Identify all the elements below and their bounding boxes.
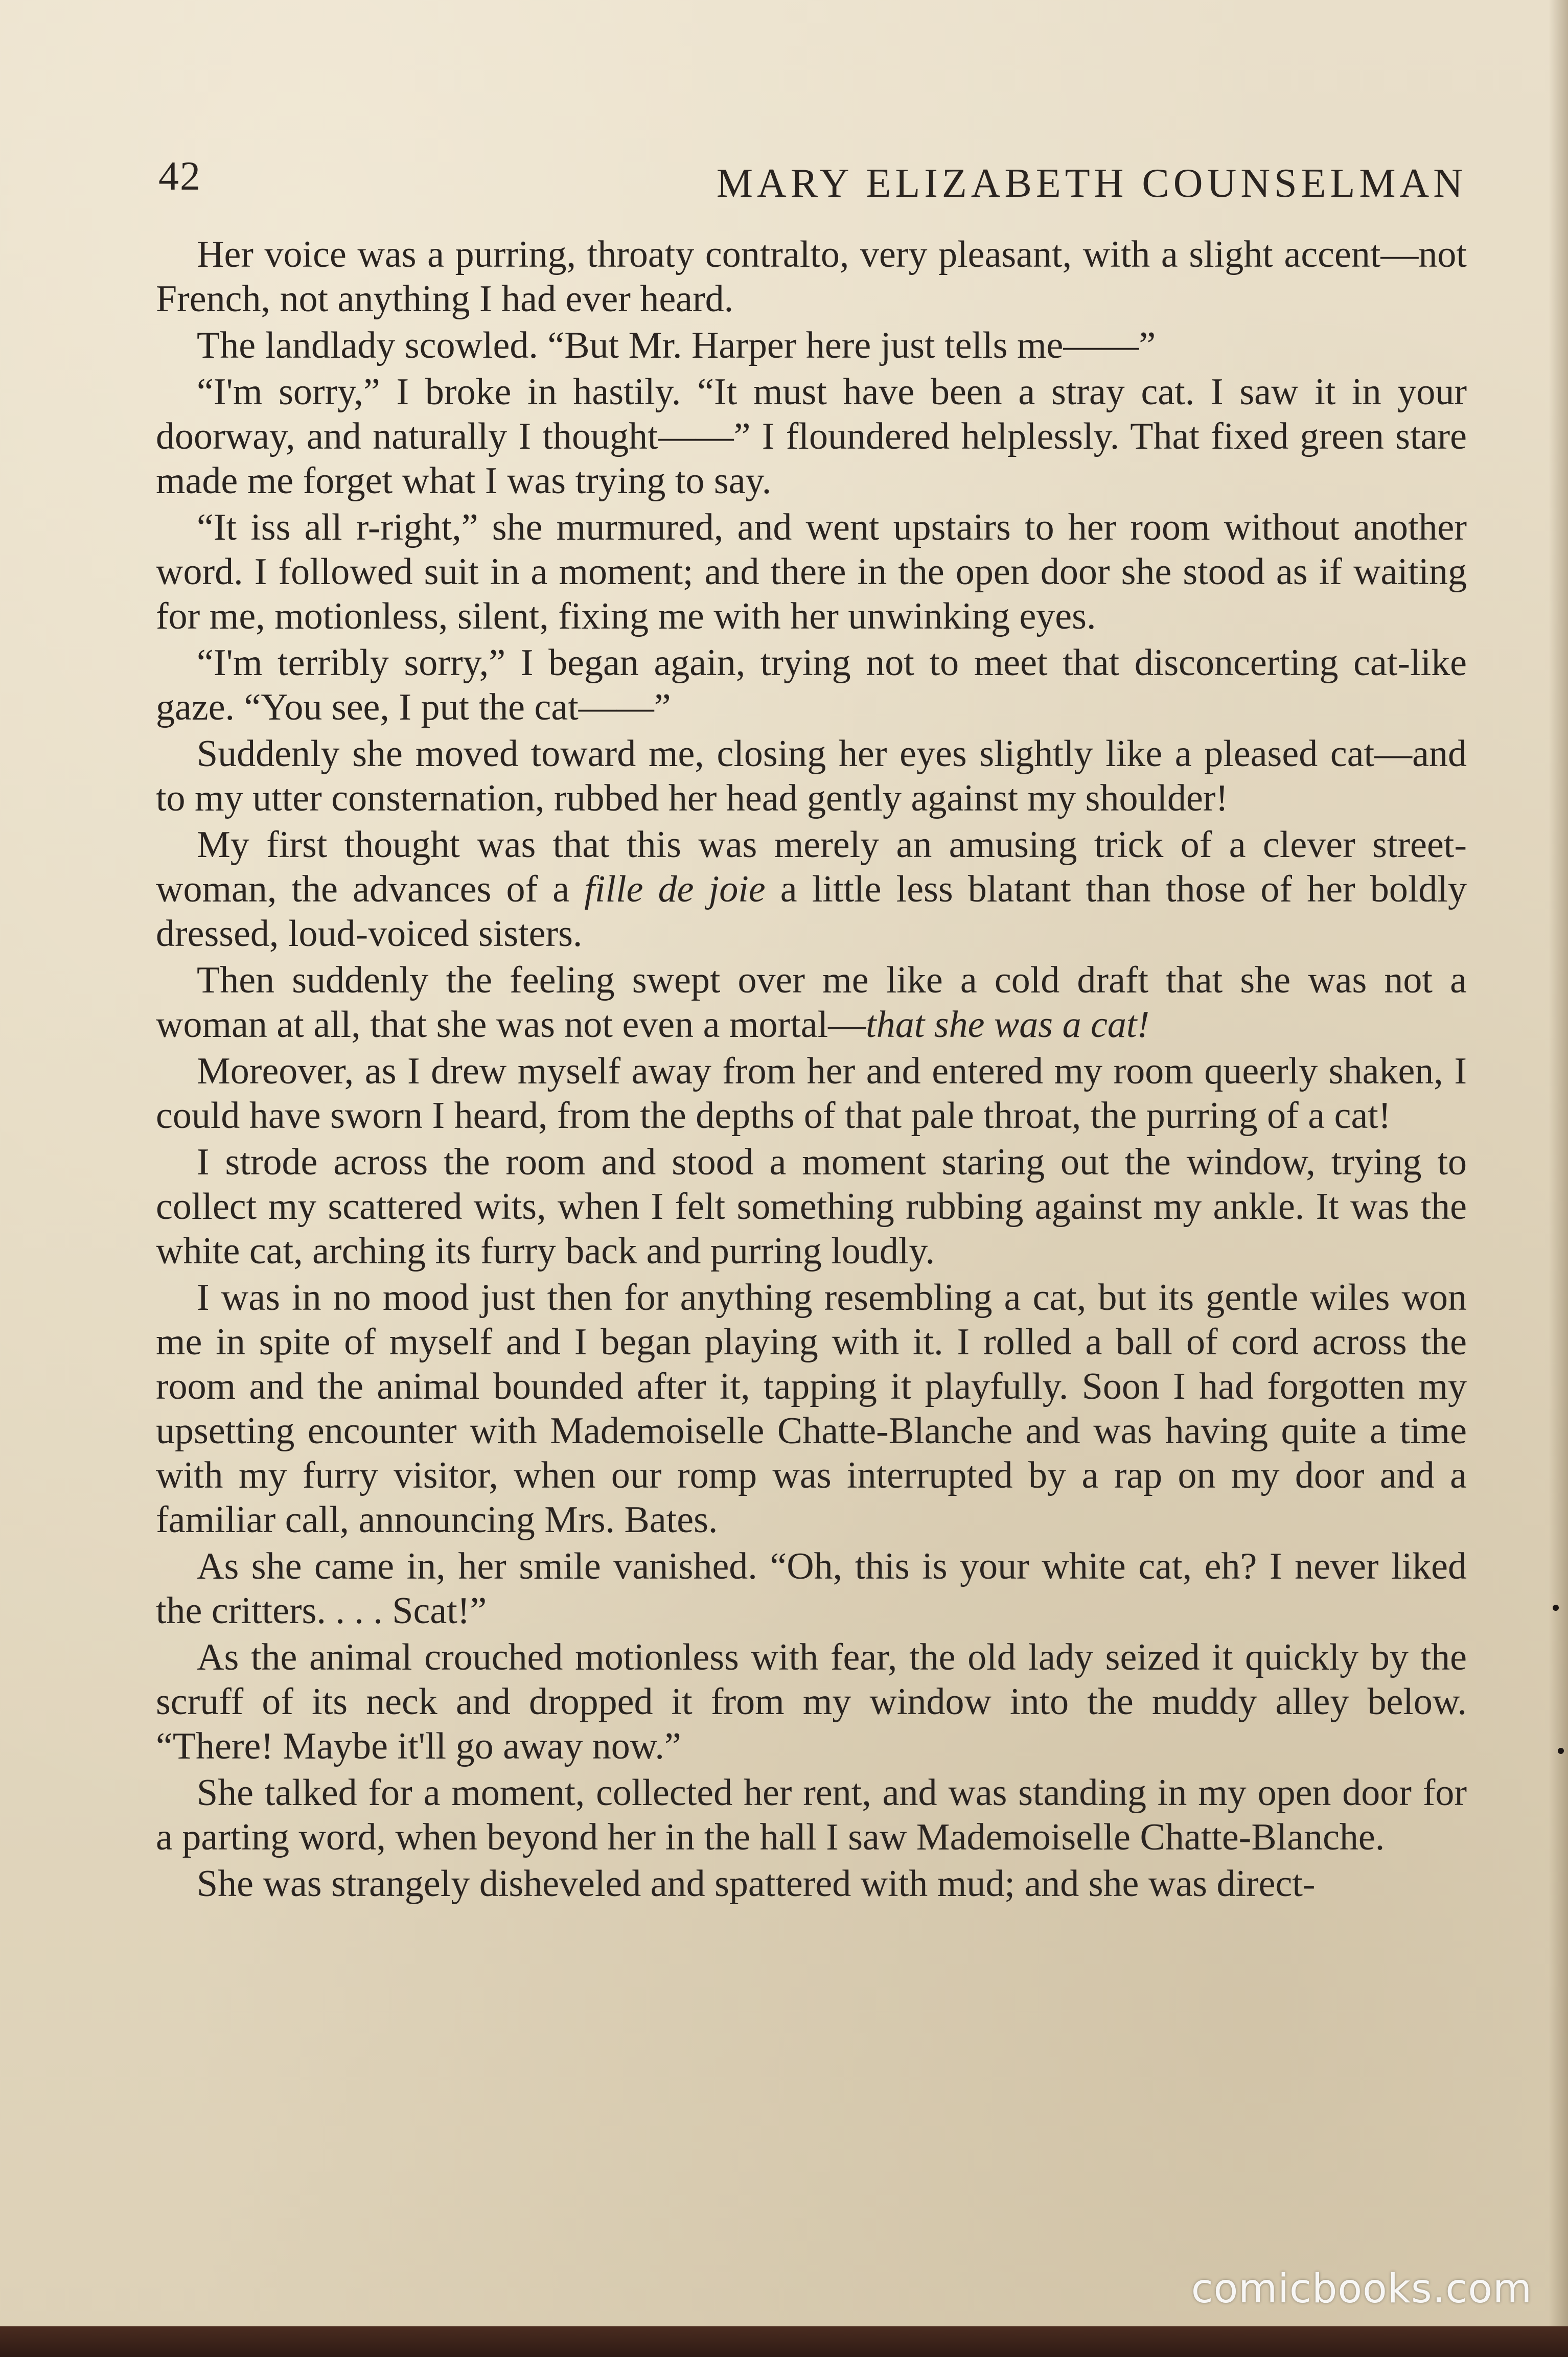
paragraph-7 <box>156 823 1467 956</box>
page-number: 42 <box>158 154 201 199</box>
paragraph-10: I strode across the room and stood a moment staring out the window, trying to collect my scattered wits, when I felt something rubbing against my ankle. It was the white cat, arching its furry back and purring loudly. <box>156 1141 1467 1272</box>
running-head-author: MARY ELIZABETH COUNSELMAN <box>716 161 1467 206</box>
paragraph-9: Moreover, as I drew myself away from her and entered my room queerly shaken, I could have sworn I heard, from the depths of that pale throat, the purring of a cat! <box>156 1050 1467 1137</box>
paragraph-15: She was strangely disheveled and spattered with mud; and she was direct- <box>197 1863 1316 1905</box>
page-header <box>158 148 1467 210</box>
paragraph-8-before: Then suddenly the feeling swept over me like a cold draft that she was not a woman at all, that she was not even a mortal— <box>156 959 1467 1046</box>
paragraph-11: I was in no mood just then for anything resembling a cat, but its gentle wiles won me in spite of myself and I began playing with it. I rolled a ball of cord across the room and the animal bounded after it, tapping it playfully. Soon I had forgotten my upsetting encounter with Mademoiselle Chatte-Blanche and was having quite a time with my furry visitor, when our romp was interrupted by a rap on my door and a familiar call, announcing Mrs. Bates. <box>156 1277 1467 1541</box>
paragraph-14: She talked for a moment, collected her rent, and was standing in my open door for a parting word, when beyond her in the hall I saw Mademoiselle Chatte-Blanche. <box>156 1772 1467 1858</box>
paragraph-7-italic: fille de joie <box>584 868 766 910</box>
paragraph-6: Suddenly she moved toward me, closing her eyes slightly like a pleased cat—and to my utter consternation, rubbed her head gently against my shoulder! <box>156 733 1467 819</box>
paragraph-4: “It iss all r-right,” she murmured, and went upstairs to her room without another word. I followed suit in a moment; and there in the open door she stood as if waiting for me, motionless, silent, fixing me with her unwinking eyes. <box>156 506 1467 637</box>
edge-speck-mark <box>1553 1605 1559 1611</box>
paragraph-3: “I'm sorry,” I broke in hastily. “It must have been a stray cat. I saw it in your doorway, and naturally I thought——” I floundered helplessly. That fixed green stare made me forget what I was trying to say. <box>156 371 1467 502</box>
paragraph-1: Her voice was a purring, throaty contralto, very pleasant, with a slight accent—not French, not anything I had ever heard. <box>156 234 1467 320</box>
page-edge-shadow <box>1549 0 1568 2357</box>
paragraph-2: The landlady scowled. “But Mr. Harper here just tells me——” <box>197 325 1156 366</box>
paragraph-8 <box>156 958 1467 1047</box>
paragraph-7-after: a little less blatant than those of her boldly dressed, loud-voiced sisters. <box>156 868 1467 955</box>
paragraph-12: As she came in, her smile vanished. “Oh, this is your white cat, eh? I never liked the critters. . . . Scat!” <box>156 1545 1467 1632</box>
edge-speck-mark <box>1558 1748 1564 1754</box>
paragraph-8-italic: that she was a cat! <box>866 1004 1150 1046</box>
scan-bottom-border <box>0 2326 1568 2357</box>
paragraph-13: As the animal crouched motionless with fear, the old lady seized it quickly by the scruff of its neck and dropped it from my window into the muddy alley below. “There! Maybe it'll go away now.” <box>156 1636 1467 1767</box>
watermark-text: comicbooks.com <box>1191 2266 1532 2312</box>
story-body-text <box>156 233 1467 1908</box>
paragraph-5: “I'm terribly sorry,” I began again, trying not to meet that disconcerting cat-like gaze. “You see, I put the cat——” <box>156 642 1467 728</box>
paragraph-7-before: My first thought was that this was merely an amusing trick of a clever street-woman, the advances of a <box>156 824 1467 910</box>
